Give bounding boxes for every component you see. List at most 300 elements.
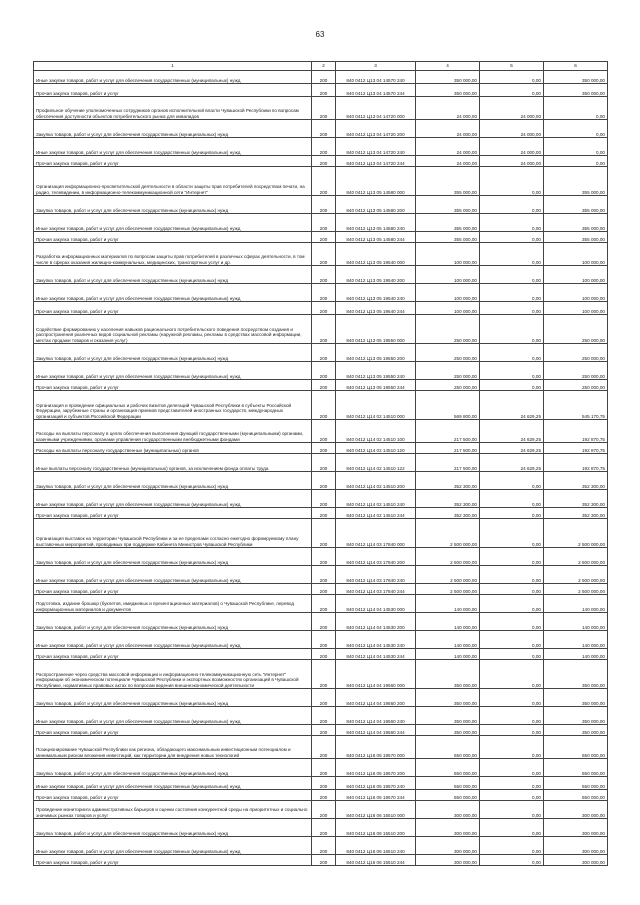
row-classification-cell: 840 0412 Ц13 05 19550 244 xyxy=(336,380,416,391)
row-classification-cell: 840 0412 Ц14 03 17840 240 xyxy=(336,566,416,584)
row-total-cell: 355 000,00 xyxy=(544,214,608,232)
row-total-cell: 250 000,00 xyxy=(544,344,608,362)
row-code-cell: 200 xyxy=(312,595,336,613)
row-code-cell: 200 xyxy=(312,736,336,759)
row-classification-cell: 840 0412 Ц13 05 14580 000 xyxy=(336,167,416,196)
row-change-cell: 0,00 xyxy=(480,837,544,855)
row-name-cell: Проведение мониторинга административных барьеров и оценки состояния конкурентной среды на приоритетных и социально значимых рынках товаров и услуг xyxy=(34,801,312,819)
table-row xyxy=(34,777,608,790)
row-total-cell: 550 000,00 xyxy=(544,790,608,801)
row-name-cell: Закупка товаров, работ и услуг для обеспечения государственных (муниципальных) нужд xyxy=(34,344,312,362)
table-row xyxy=(34,380,608,391)
row-code-cell: 200 xyxy=(312,855,336,866)
row-total-cell: 100 000,00 xyxy=(544,243,608,266)
row-name-cell: Закупка товаров, работ и услуг для обеспечения государственных (муниципальных) нужд xyxy=(34,759,312,777)
row-total-cell: 100 000,00 xyxy=(544,284,608,302)
row-code-cell: 200 xyxy=(312,138,336,156)
row-amount-cell: 24 000,00 xyxy=(416,138,480,156)
row-classification-cell: 840 0412 Ц14 02 14510 000 xyxy=(336,391,416,420)
row-amount-cell: 250 000,00 xyxy=(416,362,480,380)
row-total-cell: 140 000,00 xyxy=(544,595,608,613)
row-code-cell: 200 xyxy=(312,472,336,490)
table-row xyxy=(34,613,608,631)
table-row xyxy=(34,391,608,420)
row-code-cell: 200 xyxy=(312,508,336,519)
row-name-cell: Закупка товаров, работ и услуг для обеспечения государственных (муниципальных) нужд xyxy=(34,819,312,837)
row-total-cell: 350 000,00 xyxy=(544,707,608,725)
row-total-cell: 352 300,00 xyxy=(544,508,608,519)
row-total-cell: 352 300,00 xyxy=(544,472,608,490)
row-amount-cell: 250 000,00 xyxy=(416,315,480,344)
row-code-cell: 200 xyxy=(312,71,336,84)
table-row xyxy=(34,490,608,508)
row-change-cell: 0,00 xyxy=(480,707,544,725)
row-total-cell: 550 000,00 xyxy=(544,759,608,777)
row-change-cell: 0,00 xyxy=(480,380,544,391)
row-code-cell: 200 xyxy=(312,631,336,649)
row-change-cell: 0,00 xyxy=(480,660,544,689)
row-classification-cell: 840 0412 Ц16 06 15510 244 xyxy=(336,855,416,866)
row-change-cell: 0,00 xyxy=(480,725,544,736)
row-name-cell: Прочая закупка товаров, работ и услуг xyxy=(34,649,312,660)
row-change-cell: 0,00 xyxy=(480,548,544,566)
row-code-cell: 200 xyxy=(312,214,336,232)
row-change-cell: 24 000,00 xyxy=(480,138,544,156)
row-change-cell: 0,00 xyxy=(480,777,544,790)
row-code-cell: 200 xyxy=(312,519,336,548)
row-code-cell: 200 xyxy=(312,196,336,214)
row-name-cell: Позиционирование Чувашской Республики как региона, обладающего максимальным инвестиционным потенциалом и минимальным риском вложения инвестиций, как территории для внедрения новых технологий xyxy=(34,736,312,759)
row-name-cell: Прочая закупка товаров, работ и услуг xyxy=(34,84,312,97)
table-row xyxy=(34,344,608,362)
row-name-cell: Подготовка, издание брошюр (буклетов, имиджевых и презентационных материалов) о Чувашской Республике, перевод информационных материалов и документов xyxy=(34,595,312,613)
row-classification-cell: 840 0412 Ц14 04 19560 240 xyxy=(336,707,416,725)
table-row xyxy=(34,595,608,613)
row-code-cell: 200 xyxy=(312,649,336,660)
row-total-cell: 2 500 000,00 xyxy=(544,584,608,595)
row-name-cell: Закупка товаров, работ и услуг для обеспечения государственных (муниципальных) нужд xyxy=(34,548,312,566)
col-header-3: 3 xyxy=(336,62,416,71)
row-total-cell: 250 000,00 xyxy=(544,362,608,380)
row-classification-cell: 840 0412 Ц13 05 19550 200 xyxy=(336,344,416,362)
row-name-cell: Закупка товаров, работ и услуг для обеспечения государственных (муниципальных) нужд xyxy=(34,689,312,707)
row-code-cell: 200 xyxy=(312,391,336,420)
row-total-cell: 192 870,75 xyxy=(544,420,608,443)
row-amount-cell: 140 000,00 xyxy=(416,595,480,613)
table-row xyxy=(34,120,608,138)
row-classification-cell: 840 0412 Ц13 05 19540 200 xyxy=(336,266,416,284)
table-row xyxy=(34,631,608,649)
row-code-cell: 200 xyxy=(312,84,336,97)
table-row xyxy=(34,548,608,566)
row-amount-cell: 217 500,00 xyxy=(416,454,480,472)
row-amount-cell: 350 000,00 xyxy=(416,84,480,97)
row-code-cell: 200 xyxy=(312,759,336,777)
row-total-cell: 140 000,00 xyxy=(544,631,608,649)
table-row xyxy=(34,167,608,196)
table-row xyxy=(34,472,608,490)
row-amount-cell: 2 500 000,00 xyxy=(416,519,480,548)
row-name-cell: Закупка товаров, работ и услуг для обеспечения государственных (муниципальных) нужд xyxy=(34,266,312,284)
row-amount-cell: 300 000,00 xyxy=(416,855,480,866)
row-name-cell: Разработка информационных материалов по вопросам защиты прав потребителей в различных сферах деятельности, в том числе в сферах оказания жилищно-коммунальных, медицинских, транспортных услуг и др. xyxy=(34,243,312,266)
row-name-cell: Прочая закупка товаров, работ и услуг xyxy=(34,380,312,391)
row-amount-cell: 140 000,00 xyxy=(416,649,480,660)
table-row xyxy=(34,508,608,519)
table-row xyxy=(34,725,608,736)
row-change-cell: 0,00 xyxy=(480,689,544,707)
table-row xyxy=(34,660,608,689)
row-total-cell: 192 870,75 xyxy=(544,443,608,454)
table-row xyxy=(34,362,608,380)
row-total-cell: 350 000,00 xyxy=(544,689,608,707)
row-name-cell: Прочая закупка товаров, работ и услуг xyxy=(34,156,312,167)
row-name-cell: Прочая закупка товаров, работ и услуг xyxy=(34,725,312,736)
row-amount-cell: 24 000,00 xyxy=(416,120,480,138)
row-name-cell: Закупка товаров, работ и услуг для обеспечения государственных (муниципальных) нужд xyxy=(34,613,312,631)
table-row xyxy=(34,214,608,232)
row-change-cell: 0,00 xyxy=(480,71,544,84)
row-name-cell: Прочая закупка товаров, работ и услуг xyxy=(34,790,312,801)
page-number: 63 xyxy=(315,30,325,39)
table-row xyxy=(34,736,608,759)
row-change-cell: 0,00 xyxy=(480,566,544,584)
table-row xyxy=(34,689,608,707)
row-code-cell: 200 xyxy=(312,689,336,707)
row-total-cell: 350 000,00 xyxy=(544,725,608,736)
row-total-cell: 140 000,00 xyxy=(544,649,608,660)
row-name-cell: Иные закупки товаров, работ и услуг для обеспечения государственных (муниципальных) нужд xyxy=(34,71,312,84)
row-amount-cell: 100 000,00 xyxy=(416,302,480,315)
row-code-cell: 200 xyxy=(312,801,336,819)
row-change-cell: 24 000,00 xyxy=(480,156,544,167)
row-total-cell: 350 000,00 xyxy=(544,71,608,84)
row-amount-cell: 2 500 000,00 xyxy=(416,584,480,595)
row-classification-cell: 840 0412 Ц14 02 14510 122 xyxy=(336,454,416,472)
row-total-cell: 550 000,00 xyxy=(544,736,608,759)
row-name-cell: Иные выплаты персоналу государственных (муниципальных) органов, за исключением фонда оплаты труда xyxy=(34,454,312,472)
row-code-cell: 200 xyxy=(312,97,336,120)
row-amount-cell: 355 000,00 xyxy=(416,196,480,214)
table-row xyxy=(34,790,608,801)
row-classification-cell: 840 0412 Ц14 02 14510 244 xyxy=(336,508,416,519)
budget-table xyxy=(33,61,608,866)
row-total-cell: 100 000,00 xyxy=(544,302,608,315)
row-change-cell: 0,00 xyxy=(480,613,544,631)
row-total-cell: 2 500 000,00 xyxy=(544,548,608,566)
table-row xyxy=(34,232,608,243)
row-code-cell: 200 xyxy=(312,243,336,266)
row-total-cell: 0,00 xyxy=(544,97,608,120)
row-name-cell: Прочая закупка товаров, работ и услуг xyxy=(34,232,312,243)
row-total-cell: 300 000,00 xyxy=(544,819,608,837)
row-name-cell: Организация информационно-просветительской деятельности в области защиты прав потребителей посредством печати, на радио, телевидении, в информационно-телекоммуникационной сети "Интернет" xyxy=(34,167,312,196)
row-classification-cell: 840 0412 Ц13 05 19550 240 xyxy=(336,362,416,380)
row-change-cell: 0,00 xyxy=(480,214,544,232)
row-name-cell: Закупка товаров, работ и услуг для обеспечения государственных (муниципальных) нужд xyxy=(34,196,312,214)
row-classification-cell: 840 0412 Ц14 02 14510 200 xyxy=(336,472,416,490)
row-total-cell: 250 000,00 xyxy=(544,315,608,344)
row-amount-cell: 24 000,00 xyxy=(416,156,480,167)
row-name-cell: Содействие формированию у населения навыков рационального потребительского поведения посредством создания и распространения различных видов социальной рекламы (наружной рекламы, рекламы в средствах массовой информации, местах продажи товаров и оказания услуг) xyxy=(34,315,312,344)
row-name-cell: Закупка товаров, работ и услуг для обеспечения государственных (муниципальных) нужд xyxy=(34,472,312,490)
row-code-cell: 200 xyxy=(312,344,336,362)
row-name-cell: Иные закупки товаров, работ и услуг для обеспечения государственных (муниципальных) нужд xyxy=(34,777,312,790)
row-change-cell: 0,00 xyxy=(480,344,544,362)
table-row xyxy=(34,855,608,866)
row-total-cell: 0,00 xyxy=(544,120,608,138)
row-total-cell: 355 000,00 xyxy=(544,232,608,243)
table-row xyxy=(34,819,608,837)
row-amount-cell: 2 500 000,00 xyxy=(416,548,480,566)
row-classification-cell: 840 0412 Ц14 02 14510 240 xyxy=(336,490,416,508)
table-row xyxy=(34,243,608,266)
row-change-cell: 24 000,00 xyxy=(480,120,544,138)
row-code-cell: 200 xyxy=(312,613,336,631)
row-total-cell: 2 500 000,00 xyxy=(544,566,608,584)
row-amount-cell: 355 000,00 xyxy=(416,167,480,196)
row-total-cell: 355 000,00 xyxy=(544,196,608,214)
row-change-cell: 0,00 xyxy=(480,508,544,519)
row-change-cell: 0,00 xyxy=(480,631,544,649)
row-amount-cell: 140 000,00 xyxy=(416,613,480,631)
row-change-cell: 0,00 xyxy=(480,649,544,660)
row-code-cell: 200 xyxy=(312,490,336,508)
row-code-cell: 200 xyxy=(312,362,336,380)
row-code-cell: 200 xyxy=(312,284,336,302)
row-name-cell: Иные закупки товаров, работ и услуг для обеспечения государственных (муниципальных) нужд xyxy=(34,490,312,508)
row-total-cell: 350 000,00 xyxy=(544,84,608,97)
row-code-cell: 200 xyxy=(312,420,336,443)
row-amount-cell: 350 000,00 xyxy=(416,660,480,689)
row-classification-cell: 840 0412 Ц14 02 14510 100 xyxy=(336,420,416,443)
row-classification-cell: 840 0412 Ц16 05 19570 244 xyxy=(336,790,416,801)
row-code-cell: 200 xyxy=(312,777,336,790)
col-header-6: 6 xyxy=(544,62,608,71)
row-amount-cell: 100 000,00 xyxy=(416,243,480,266)
row-classification-cell: 840 0412 Ц13 05 19550 000 xyxy=(336,315,416,344)
row-code-cell: 200 xyxy=(312,819,336,837)
col-header-4: 4 xyxy=(416,62,480,71)
row-amount-cell: 300 000,00 xyxy=(416,837,480,855)
row-total-cell: 2 500 000,00 xyxy=(544,519,608,548)
row-classification-cell: 840 0412 Ц13 04 14720 244 xyxy=(336,156,416,167)
row-name-cell: Распространение через средства массовой информации и информационно-телекоммуникационную сеть "Интернет" информации об экономическом потенциале Чувашской Республики и экспортных возможностях организаций в Чувашской Республике, нормативных правовых актах по вопросам ведения внешнеэкономической деятельности xyxy=(34,660,312,689)
row-change-cell: 0,00 xyxy=(480,584,544,595)
row-classification-cell: 840 0412 Ц13 05 19540 240 xyxy=(336,284,416,302)
row-classification-cell: 840 0412 Ц13 05 14580 244 xyxy=(336,232,416,243)
row-change-cell: 0,00 xyxy=(480,819,544,837)
row-change-cell: 0,00 xyxy=(480,196,544,214)
row-change-cell: 0,00 xyxy=(480,284,544,302)
row-change-cell: 24 629,25 xyxy=(480,420,544,443)
row-total-cell: 250 000,00 xyxy=(544,380,608,391)
header-row xyxy=(34,62,608,71)
row-total-cell: 545 170,75 xyxy=(544,391,608,420)
row-code-cell: 200 xyxy=(312,454,336,472)
row-name-cell: Прочая закупка товаров, работ и услуг xyxy=(34,855,312,866)
table-row xyxy=(34,302,608,315)
row-classification-cell: 840 0412 Ц13 04 14720 200 xyxy=(336,120,416,138)
row-classification-cell: 840 0412 Ц16 05 19570 200 xyxy=(336,759,416,777)
row-name-cell: Иные закупки товаров, работ и услуг для обеспечения государственных (муниципальных) нужд xyxy=(34,138,312,156)
row-amount-cell: 350 000,00 xyxy=(416,689,480,707)
row-amount-cell: 24 000,00 xyxy=(416,97,480,120)
row-amount-cell: 350 000,00 xyxy=(416,71,480,84)
row-code-cell: 200 xyxy=(312,232,336,243)
row-change-cell: 0,00 xyxy=(480,595,544,613)
row-total-cell: 0,00 xyxy=(544,138,608,156)
row-name-cell: Организация выставок на территории Чувашской Республики и за ее пределами согласно ежегодно формируемому плану выставочных мероприятий, проводимых при поддержке Кабинета Министров Чувашской Республики xyxy=(34,519,312,548)
row-code-cell: 200 xyxy=(312,156,336,167)
row-classification-cell: 840 0412 Ц16 06 15510 000 xyxy=(336,801,416,819)
row-code-cell: 200 xyxy=(312,707,336,725)
table-row xyxy=(34,196,608,214)
row-classification-cell: 840 0412 Ц13 04 14720 240 xyxy=(336,138,416,156)
table-row xyxy=(34,837,608,855)
row-name-cell: Расходы на выплаты персоналу в целях обеспечения выполнения функций государственными (муниципальными) органами, казенными учреждениями, органами управления государственными внебюджетными фондами xyxy=(34,420,312,443)
row-amount-cell: 550 000,00 xyxy=(416,759,480,777)
row-code-cell: 200 xyxy=(312,302,336,315)
row-change-cell: 0,00 xyxy=(480,472,544,490)
row-amount-cell: 300 000,00 xyxy=(416,801,480,819)
row-classification-cell: 840 0412 Ц14 04 14530 244 xyxy=(336,649,416,660)
row-amount-cell: 352 300,00 xyxy=(416,472,480,490)
table-row xyxy=(34,71,608,84)
table-row xyxy=(34,266,608,284)
row-amount-cell: 550 000,00 xyxy=(416,777,480,790)
row-amount-cell: 100 000,00 xyxy=(416,284,480,302)
row-change-cell: 0,00 xyxy=(480,243,544,266)
row-name-cell: Расходы на выплаты персоналу государственных (муниципальных) органов xyxy=(34,443,312,454)
row-change-cell: 0,00 xyxy=(480,736,544,759)
row-classification-cell: 840 0412 Ц14 04 14530 240 xyxy=(336,631,416,649)
row-change-cell: 0,00 xyxy=(480,167,544,196)
row-code-cell: 200 xyxy=(312,584,336,595)
row-amount-cell: 100 000,00 xyxy=(416,266,480,284)
row-classification-cell: 840 0412 Ц14 03 17840 000 xyxy=(336,519,416,548)
row-code-cell: 200 xyxy=(312,167,336,196)
row-classification-cell: 840 0412 Ц16 06 15510 200 xyxy=(336,819,416,837)
table-row xyxy=(34,454,608,472)
row-name-cell: Иные закупки товаров, работ и услуг для обеспечения государственных (муниципальных) нужд xyxy=(34,837,312,855)
row-name-cell: Иные закупки товаров, работ и услуг для обеспечения государственных (муниципальных) нужд xyxy=(34,362,312,380)
row-change-cell: 24 629,25 xyxy=(480,391,544,420)
row-amount-cell: 352 300,00 xyxy=(416,490,480,508)
row-change-cell: 0,00 xyxy=(480,362,544,380)
row-amount-cell: 300 000,00 xyxy=(416,819,480,837)
table-row xyxy=(34,284,608,302)
row-classification-cell: 840 0412 Ц16 05 19570 000 xyxy=(336,736,416,759)
table-row xyxy=(34,649,608,660)
row-amount-cell: 550 000,00 xyxy=(416,736,480,759)
row-classification-cell: 840 0412 Ц13 05 19540 000 xyxy=(336,243,416,266)
table-row xyxy=(34,97,608,120)
row-change-cell: 0,00 xyxy=(480,759,544,777)
col-header-5: 5 xyxy=(480,62,544,71)
row-code-cell: 200 xyxy=(312,380,336,391)
row-classification-cell: 840 0412 Ц14 04 14530 000 xyxy=(336,595,416,613)
row-total-cell: 300 000,00 xyxy=(544,801,608,819)
row-name-cell: Профильное обучение уполномоченных сотрудников органов исполнительной власти Чувашской Республики по вопросам обеспечения доступности объектов потребительского рынка для инвалидов xyxy=(34,97,312,120)
row-classification-cell: 840 0412 Ц14 03 17840 200 xyxy=(336,548,416,566)
row-classification-cell: 840 0412 Ц14 03 17840 244 xyxy=(336,584,416,595)
row-classification-cell: 840 0412 Ц13 05 19540 244 xyxy=(336,302,416,315)
row-amount-cell: 569 800,00 xyxy=(416,391,480,420)
row-total-cell: 300 000,00 xyxy=(544,837,608,855)
row-amount-cell: 217 500,00 xyxy=(416,443,480,454)
row-change-cell: 0,00 xyxy=(480,519,544,548)
row-code-cell: 200 xyxy=(312,548,336,566)
row-total-cell: 352 300,00 xyxy=(544,490,608,508)
row-classification-cell: 840 0412 Ц16 06 15510 240 xyxy=(336,837,416,855)
row-change-cell: 0,00 xyxy=(480,302,544,315)
row-amount-cell: 350 000,00 xyxy=(416,707,480,725)
row-change-cell: 24 000,00 xyxy=(480,97,544,120)
row-code-cell: 200 xyxy=(312,120,336,138)
table-row xyxy=(34,443,608,454)
table-row xyxy=(34,315,608,344)
row-amount-cell: 355 000,00 xyxy=(416,214,480,232)
row-change-cell: 0,00 xyxy=(480,801,544,819)
row-name-cell: Закупка товаров, работ и услуг для обеспечения государственных (муниципальных) нужд xyxy=(34,120,312,138)
table-row xyxy=(34,156,608,167)
row-amount-cell: 217 500,00 xyxy=(416,420,480,443)
row-total-cell: 355 000,00 xyxy=(544,167,608,196)
row-code-cell: 200 xyxy=(312,790,336,801)
table-row xyxy=(34,707,608,725)
row-amount-cell: 250 000,00 xyxy=(416,380,480,391)
row-total-cell: 140 000,00 xyxy=(544,613,608,631)
row-name-cell: Иные закупки товаров, работ и услуг для обеспечения государственных (муниципальных) нужд xyxy=(34,284,312,302)
row-total-cell: 192 870,75 xyxy=(544,454,608,472)
table-row xyxy=(34,584,608,595)
row-total-cell: 100 000,00 xyxy=(544,266,608,284)
row-classification-cell: 840 0412 Ц13 04 14570 240 xyxy=(336,71,416,84)
row-code-cell: 200 xyxy=(312,443,336,454)
row-change-cell: 24 629,25 xyxy=(480,454,544,472)
row-total-cell: 0,00 xyxy=(544,156,608,167)
row-amount-cell: 352 300,00 xyxy=(416,508,480,519)
row-code-cell: 200 xyxy=(312,660,336,689)
row-classification-cell: 840 0412 Ц13 04 14570 244 xyxy=(336,84,416,97)
row-amount-cell: 140 000,00 xyxy=(416,631,480,649)
row-classification-cell: 840 0412 Ц14 02 14510 120 xyxy=(336,443,416,454)
table-row xyxy=(34,566,608,584)
col-header-1: 1 xyxy=(34,62,312,71)
row-classification-cell: 840 0412 Ц14 04 19560 000 xyxy=(336,660,416,689)
row-code-cell: 200 xyxy=(312,266,336,284)
table-row xyxy=(34,519,608,548)
row-name-cell: Иные закупки товаров, работ и услуг для обеспечения государственных (муниципальных) нужд xyxy=(34,631,312,649)
row-code-cell: 200 xyxy=(312,837,336,855)
col-header-2: 2 xyxy=(312,62,336,71)
row-change-cell: 0,00 xyxy=(480,790,544,801)
row-name-cell: Иные закупки товаров, работ и услуг для обеспечения государственных (муниципальных) нужд xyxy=(34,566,312,584)
row-classification-cell: 840 0412 Ц14 04 19560 200 xyxy=(336,689,416,707)
row-amount-cell: 250 000,00 xyxy=(416,344,480,362)
row-classification-cell: 840 0412 Ц13 05 14580 200 xyxy=(336,196,416,214)
row-classification-cell: 840 0412 Ц13 04 14720 000 xyxy=(336,97,416,120)
row-classification-cell: 840 0412 Ц14 04 19560 244 xyxy=(336,725,416,736)
table-row xyxy=(34,801,608,819)
row-name-cell: Прочая закупка товаров, работ и услуг xyxy=(34,302,312,315)
row-change-cell: 0,00 xyxy=(480,490,544,508)
row-total-cell: 550 000,00 xyxy=(544,777,608,790)
row-change-cell: 0,00 xyxy=(480,855,544,866)
table-row xyxy=(34,759,608,777)
row-amount-cell: 350 000,00 xyxy=(416,725,480,736)
